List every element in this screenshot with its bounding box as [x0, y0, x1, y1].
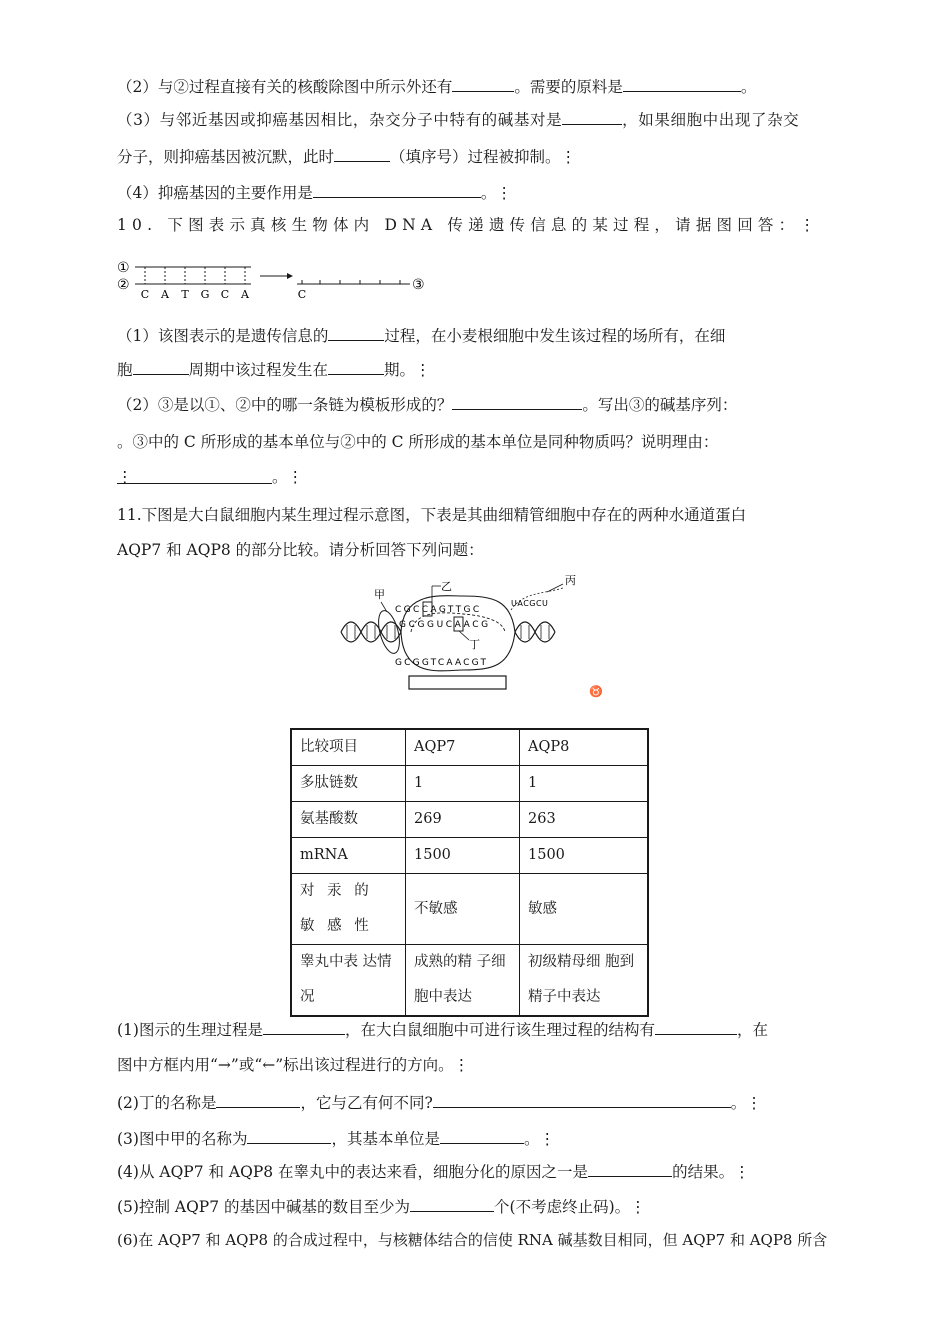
table-cell: 初级精母细 胞到精子中表达 [520, 945, 649, 1017]
q10-2-text-a: （2）③是以①、②中的哪一条链为模板形成的？ [117, 396, 453, 414]
answer-blank[interactable] [452, 75, 514, 92]
table-cell: 1500 [406, 838, 520, 874]
q9-line-2 [117, 75, 756, 97]
dna-transcription-figure [115, 256, 435, 302]
base-6: A [241, 288, 249, 301]
q11-s1-line1 [117, 1018, 768, 1040]
q11-s2-line [117, 1091, 762, 1113]
q11-s3-line [117, 1127, 555, 1149]
table-cell: 比较项目 [291, 729, 406, 766]
base-2: A [161, 288, 169, 301]
q10-1-text-c: 胞 [117, 361, 133, 379]
strand3-label: ③ [412, 277, 425, 293]
table-cell: 263 [520, 802, 649, 838]
label-yi: 乙 [441, 580, 452, 593]
q10-1-text-b: 过程，在小麦根细胞中发生该过程的场所有，在细 [384, 327, 726, 345]
table-cell: 睾丸中表 达情况 [291, 945, 406, 1017]
table-row [291, 838, 648, 874]
q11-4-text-b: 的结果。⋮ [672, 1163, 750, 1181]
q10-stem: 10. 下图表示真核生物体内 DNA 传递遗传信息的某过程，请据图回答：⋮ [117, 216, 821, 234]
table-row [291, 766, 648, 802]
q11-1-text-b: ，在大白鼠细胞中可进行该生理过程的结构有 [344, 1021, 655, 1039]
q11-5-text-b: 个(不考虑终止码)。⋮ [494, 1198, 646, 1216]
table-cell: 对 汞 的 敏 感 性 [291, 874, 406, 945]
q9-3-text-b: ，如果细胞中出现了杂交 [622, 111, 800, 129]
q10-1-text-e: 期。⋮ [384, 361, 431, 379]
helix-left-rungs [347, 625, 395, 639]
table-cell: 269 [406, 802, 520, 838]
answer-blank[interactable] [247, 1127, 331, 1144]
top-sequence: CGCCAGTTGC [395, 605, 482, 615]
q9-line-3b [117, 145, 576, 167]
answer-blank[interactable] [133, 358, 189, 375]
strand3-ticks [302, 280, 400, 284]
q10-p2-line3 [117, 467, 303, 487]
middle-sequence: GCGGUCAACG [399, 620, 491, 630]
answer-blank[interactable] [263, 1018, 345, 1035]
q10-1-text-a: （1）该图表示的是遗传信息的 [117, 327, 329, 345]
q10-1-text-d: 周期中该过程发生在 [188, 361, 329, 379]
table-cell: 1 [520, 766, 649, 802]
q11-1-text-a: (1)图示的生理过程是 [117, 1021, 263, 1039]
q11-3-text-a: (3)图中甲的名称为 [117, 1130, 248, 1148]
table-row [291, 874, 648, 945]
mouse-icon: ♉ [589, 685, 603, 698]
answer-blank[interactable] [440, 1127, 524, 1144]
table-cell: mRNA [291, 838, 406, 874]
base-1: C [140, 288, 150, 301]
table-cell: 1500 [520, 838, 649, 874]
q9-2-text-c: 。 [740, 78, 757, 96]
answer-blank[interactable] [313, 181, 481, 198]
answer-blank[interactable] [655, 1018, 737, 1035]
helix-left-strand-b [341, 622, 401, 642]
label-bing: 丙 [565, 574, 576, 587]
q11-1-text-c: ，在 [736, 1021, 768, 1039]
q10-p1-line1 [117, 324, 725, 346]
template-bases [141, 288, 250, 301]
answer-blank[interactable] [328, 324, 384, 341]
q9-line-3 [117, 108, 799, 130]
q11-2-text-c: 。⋮ [730, 1094, 762, 1112]
base-5: C [220, 288, 230, 301]
helix-left-strand-a [341, 622, 401, 642]
q9-line-4 [117, 181, 512, 203]
strand2-label: ② [117, 277, 130, 293]
q11-s5-line [117, 1195, 646, 1217]
table-cell: 1 [406, 766, 520, 802]
q10-p1-line2 [117, 358, 431, 380]
base-pair-rungs [145, 267, 245, 284]
q11-5-text-a: (5)控制 AQP7 的基因中碱基的数目至少为 [117, 1198, 411, 1216]
label-ding: 丁 [469, 638, 480, 651]
arrow-head [287, 273, 293, 279]
answer-blank[interactable] [623, 75, 741, 92]
q11-stem-2: AQP7 和 AQP8 的部分比较。请分析回答下列问题： [117, 541, 484, 559]
q11-stem-1: 11.下图是大白鼠细胞内某生理过程示意图，下表是其曲细精管细胞中存在的两种水通道蛋白 [117, 506, 747, 524]
answer-blank[interactable] [433, 1091, 731, 1108]
answer-blank[interactable] [588, 1160, 672, 1177]
q10-p2-line2: 。③中的 C 所形成的基本单位与②中的 C 所形成的基本单位是同种物质吗？说明理由： [117, 433, 719, 451]
transcription-diagram [333, 570, 613, 700]
strand1-label: ① [117, 260, 130, 276]
answer-blank[interactable] [452, 393, 582, 410]
table-row [291, 945, 648, 1017]
q10-2-text-e: 。⋮ [272, 468, 304, 486]
label-jia: 甲 [374, 588, 385, 601]
q10-2-text-b: 。写出③的碱基序列： [582, 396, 738, 414]
q11-2-text-a: (2)丁的名称是 [117, 1094, 217, 1112]
q11-3-text-b: ，其基本单位是 [331, 1130, 440, 1148]
answer-blank[interactable] [117, 467, 272, 484]
q9-2-text-b: 。需要的原料是 [514, 78, 623, 96]
table-row [291, 802, 648, 838]
answer-blank[interactable] [562, 108, 622, 125]
q11-4-text-a: (4)从 AQP7 和 AQP8 在睾丸中的表达来看，细胞分化的原因之一是 [117, 1163, 589, 1181]
q9-4-text-a: （4）抑癌基因的主要作用是 [117, 184, 313, 202]
table-cell: 不敏感 [406, 874, 520, 945]
q9-3-text-c: 分子，则抑癌基因被沉默，此时 [117, 148, 335, 166]
table-cell: 成熟的精 子细胞中表达 [406, 945, 520, 1017]
q9-4-text-b: 。⋮ [480, 184, 512, 202]
q9-2-text-a: （2）与②过程直接有关的核酸除图中所示外还有 [117, 78, 453, 96]
table-cell: AQP7 [406, 729, 520, 766]
table-cell: 氨基酸数 [291, 802, 406, 838]
q11-2-text-b: ，它与乙有何不同? [300, 1094, 433, 1112]
table-cell: 多肽链数 [291, 766, 406, 802]
q9-3-text-d: （填序号）过程被抑制。⋮ [390, 148, 577, 166]
q9-3-text-a: （3）与邻近基因或抑癌基因相比，杂交分子中特有的碱基对是 [117, 111, 563, 129]
q11-s4-line [117, 1160, 750, 1182]
answer-blank[interactable] [410, 1195, 494, 1212]
new-base: C [297, 288, 307, 301]
aqp-comparison-table [290, 728, 649, 1017]
polymerase-ellipse [375, 608, 404, 655]
rna-tail-sequence: UACGCU [511, 599, 549, 608]
answer-blank[interactable] [334, 145, 390, 162]
table-cell: 敏感 [520, 874, 649, 945]
q10-p2-line1 [117, 393, 737, 415]
q11-3-text-c: 。⋮ [523, 1130, 555, 1148]
direction-answer-box[interactable] [409, 676, 506, 689]
base-4: G [200, 288, 210, 301]
table-row [291, 729, 648, 766]
base-3: T [181, 288, 189, 301]
bottom-sequence: GCGGTCAACGT [395, 658, 489, 668]
answer-blank[interactable] [216, 1091, 300, 1108]
answer-blank[interactable] [328, 358, 384, 375]
q11-s1-line2: 图中方框内用“→”或“←”标出该过程进行的方向。⋮ [117, 1056, 470, 1074]
q11-s6-line: (6)在 AQP7 和 AQP8 的合成过程中，与核糖体结合的信使 RNA 碱基数目相同，但 AQP7 和 AQP8 所含 [117, 1231, 828, 1249]
q10-2-text-d: ⋮ [117, 468, 133, 486]
table-cell: AQP8 [520, 729, 649, 766]
